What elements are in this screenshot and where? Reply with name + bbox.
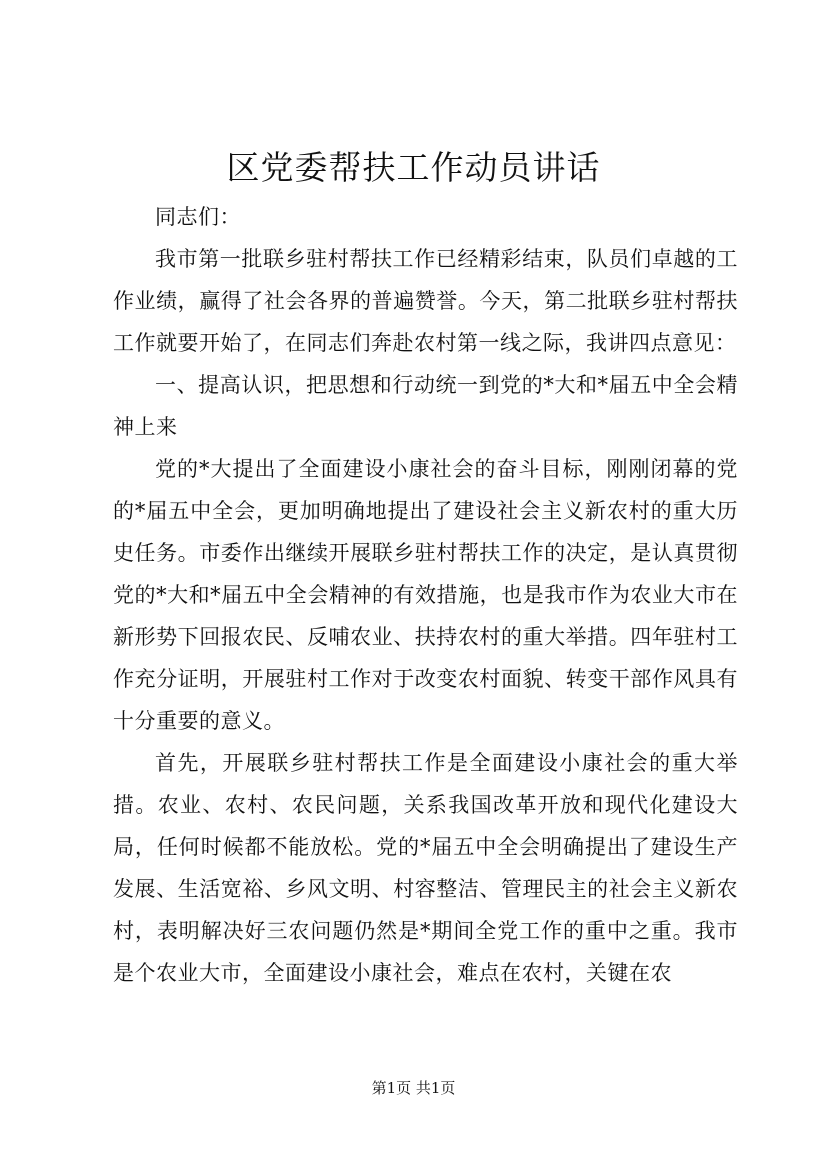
body-paragraph: 首先，开展联乡驻村帮扶工作是全面建设小康社会的重大举措。农业、农村、农民问题，关系我国改革开放和现代化建设大局，任何时候都不能放松。党的*届五中全会明确提出了建设生产发展、生活宽裕、乡风文明、村容整洁、管理民主的社会主义新农村，表明解决好三农问题仍然是*期间全党工作的重中之重。我市是个农业大市，全面建设小康社会，难点在农村，关键在农 — [113, 751, 738, 985]
body-paragraph: 党的*大提出了全面建设小康社会的奋斗目标，刚刚闭幕的党的*届五中全会，更加明确地提出了建设社会主义新农村的重大历史任务。市委作出继续开展联乡驻村帮扶工作的决定，是认真贯彻党的*大和*届五中全会精神的有效措施，也是我市作为农业大市在新形势下回报农民、反哺农业、扶持农村的重大举措。四年驻村工作充分证明，开展驻村工作对于改变农村面貌、转变干部作风具有十分重要的意义。 — [113, 457, 738, 733]
document-body — [113, 196, 738, 994]
page-number-footer: 第1页 共1页 — [371, 1079, 456, 1097]
salutation-paragraph: 同志们： — [155, 205, 241, 229]
section-heading-paragraph: 一、提高认识，把思想和行动统一到党的*大和*届五中全会精神上来 — [113, 373, 738, 439]
document-title: 区党委帮扶工作动员讲话 — [226, 148, 601, 187]
intro-paragraph: 我市第一批联乡驻村帮扶工作已经精彩结束，队员们卓越的工作业绩，赢得了社会各界的普遍赞誉。今天，第二批联乡驻村帮扶工作就要开始了，在同志们奔赴农村第一线之际，我讲四点意见： — [113, 247, 738, 355]
